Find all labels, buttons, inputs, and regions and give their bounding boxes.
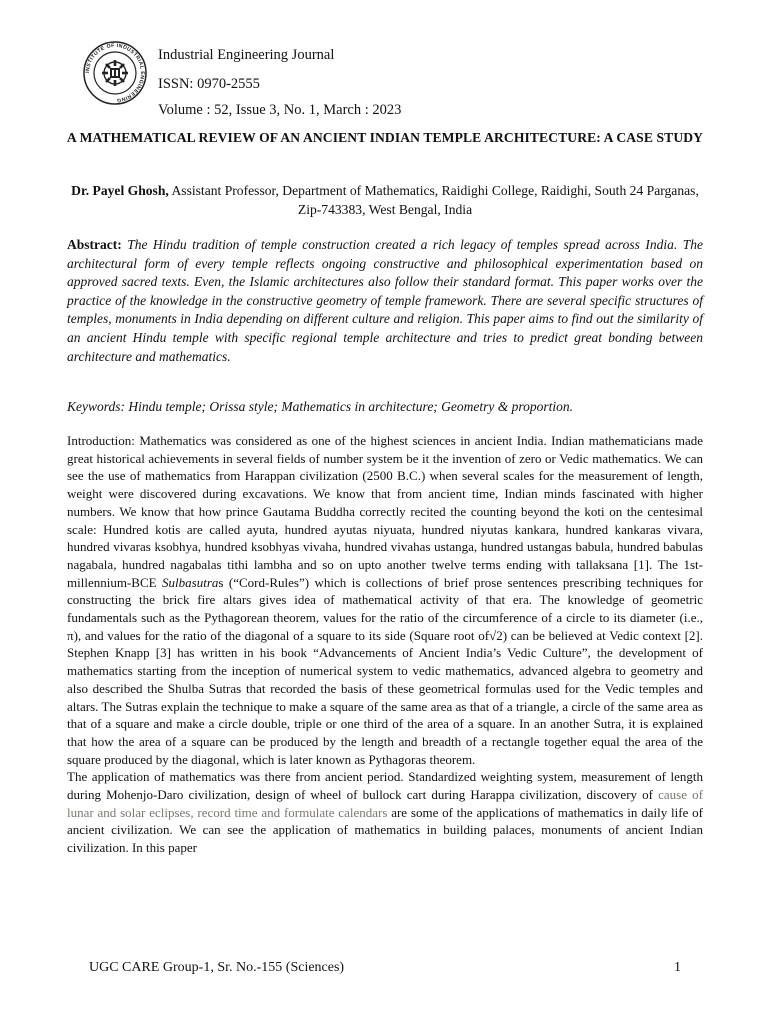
intro-p1-text-a: Introduction: Mathematics was considered as one of the highest sciences in ancient India. Indian mathematicians made great historical achievements in several fields of number system be it the invention of zero or Vedic mathematics. We can see the use of mathematics from Harappan civilization (2500 B.C.) when several scales for the measurement of length, weight were discovered during excavations. We know that from ancient time, Indian minds fascinated with higher numbers. We know that how prince Gautama Buddha correctly recited the counting beyond the koti on the centesimal scale: Hundred kotis are called ayuta, hundred ayutas niyuata, hundred niyutas kankara, hundred kankaras vivara, hundred vivaras ksobhya, hundred ksobhyas vivaha, hundred vivahas ustanga, hundred ustangas babula, hundred babulas nagabala, hundred nagabalas tithi lambha and so on upto another twelve terms ending with tallaksana [1]. The 1st-millennium-BCE [67,433,703,590]
page-number: 1 [674,960,681,975]
journal-seal-icon [82,40,148,106]
intro-p1-text-b: s (“Cord-Rules”) which is collections of brief prose sentences prescribing techniques for constructing the brick fire altars gives idea of mathematical activity of that era. The knowledge of geometric fundamentals such as the Pythagorean theorem, values for the ratio of the circumference of a circle to its diameter (i.e., π), and values for the ratio of the diagonal of a square to its side (Square root of√2) can be believed at Vedic context [2]. Stephen Knapp [3] has written in his book “Advancements of Ancient India’s Vedic Culture”, the development of mathematics starting from the inception of numerical system to vedic mathematics, advanced algebra to geometry and also described the Shulba Sutras that recorded the basis of these geometrical formulas used for the Vedic temples and altars. The Sutras explain the technique to make a square of the same area as that of a triangle, a circle of the same area as that of a square and make a circle double, triple or one third of the area of a square. In an another Sutra, it is explained that how the area of a square can be produced by the length and breadth of a rectangle together equal the area of the square produced by the diagonal, which is later known as Pythagoras theorem. [67,574,703,767]
author-affiliation: Assistant Professor, Department of Mathematics, Raidighi College, Raidighi, South 24 Parganas, Zip-743383, West Bengal, India [168,183,699,217]
journal-issn: ISSN: 0970-2555 [158,76,260,92]
paper-title: A MATHEMATICAL REVIEW OF AN ANCIENT INDIAN TEMPLE ARCHITECTURE: A CASE STUDY [66,130,704,145]
abstract [67,236,703,366]
journal-name: Industrial Engineering Journal [158,47,335,63]
author-block [60,181,710,219]
intro-p1-italic: Sulbasutra [162,574,219,590]
intro-p2-text-b: are some of the applications of mathematics in daily life of ancient civilization. We can see the application of mathematics in building palaces, monuments of ancient Indian civilization. In this paper [67,804,704,856]
intro-paragraph-2 [67,768,703,857]
journal-volume: Volume : 52, Issue 3, No. 1, March : 2023 [158,102,402,118]
journal-header [82,40,702,120]
author-name: Dr. Payel Ghosh, [71,183,169,198]
seal-ring-text: INSTITUTE OF INDUSTRIAL ENGINEERING [84,42,146,104]
intro-p2-gray-text: cause of lunar and solar eclipses, record time and formulate calendars [67,787,703,820]
abstract-label: Abstract: [67,237,122,252]
intro-p2-text-a: The application of mathematics was there from ancient period. Standardized weighting system, measurement of length during Mohenjo-Daro civilization, design of wheel of bullock cart during Harappa civilization, discovery of [67,769,703,803]
footer-ugc: UGC CARE Group-1, Sr. No.-155 (Sciences) [89,960,345,975]
keywords: Keywords: Hindu temple; Orissa style; Mathematics in architecture; Geometry & proportion. [67,399,574,414]
intro-paragraph-1 [67,432,703,768]
abstract-text: The Hindu tradition of temple construction created a rich legacy of temples spread across India. The architectural form of every temple reflects ongoing constructive and philosophical experimentation based on approved sacred texts. Even, the Islamic architectures also follow their standard format. This paper works over the practice of the knowledge in the constructive geometry of temple framework. There are several specific structures of temples, monuments in India depending on different culture and religion. This paper aims to find out the similarity of an ancient Hindu temple with specific regional temple architecture and tries to predict great bonding between architecture and mathematics. [67,237,703,364]
introduction-section [67,432,703,857]
